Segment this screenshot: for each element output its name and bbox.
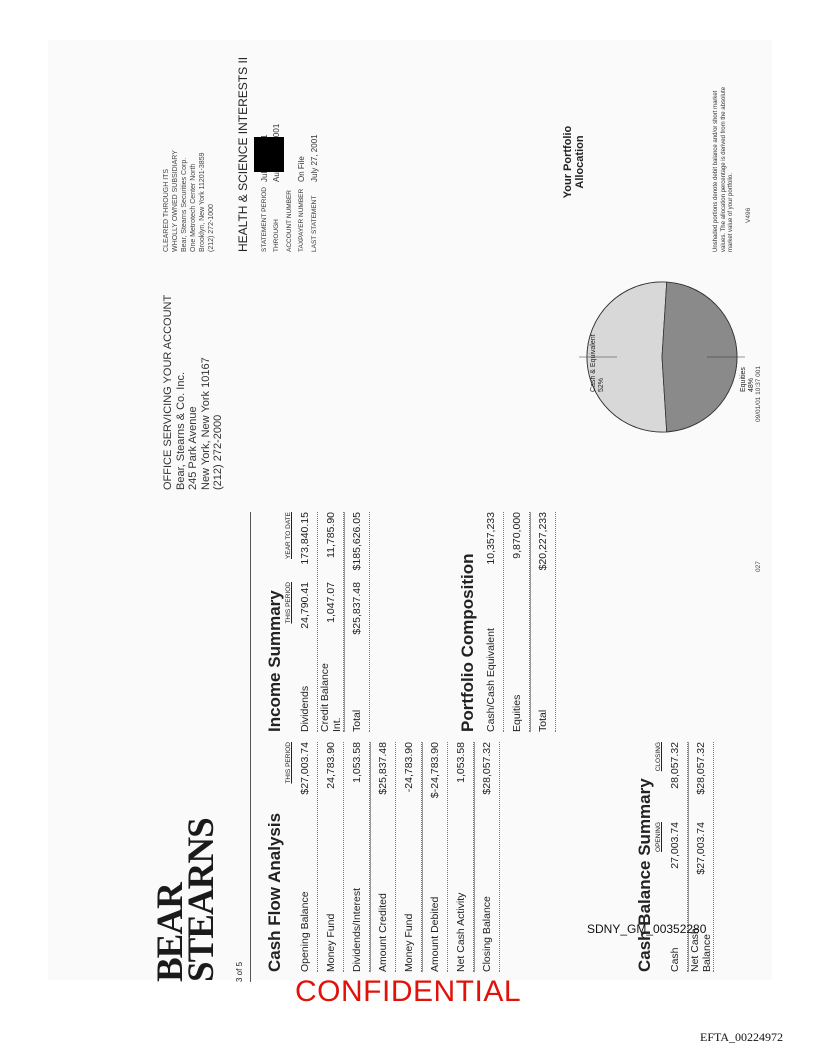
this-period-header: THIS PERIOD bbox=[285, 582, 292, 624]
office-address: OFFICE SERVICING YOUR ACCOUNT Bear, Stearns & Co. Inc. 245 Park Avenue New York, New York 10167 (212) 272-2000 bbox=[162, 294, 224, 490]
table-row: Credit Balance Int. 1,047.07 11,785.90 bbox=[318, 512, 343, 732]
table-row: Cash/Cash Equivalent 10,357,233 bbox=[478, 512, 504, 732]
bear-stearns-logo: BEAR STEARNS bbox=[150, 818, 222, 982]
table-row: Cash 27,003.74 28,057.32 bbox=[662, 742, 688, 972]
table-row: Dividends/Interest 1,053.58 bbox=[344, 742, 370, 972]
table-row: Total $20,227,233 bbox=[530, 512, 556, 732]
pie-label-equities: Equities 48% bbox=[740, 367, 755, 392]
portfolio-composition bbox=[458, 512, 556, 732]
table-row: Money Fund -24,783.90 bbox=[396, 742, 422, 972]
income-title: Income Summary bbox=[265, 590, 284, 732]
statement-meta: STATEMENT PERIOD THROUGH ACCOUNT NUMBER TAXPAYER NUMBER On File LAST STATEMENT July 27, 2001 bbox=[260, 134, 319, 252]
footer-left: 027 bbox=[755, 561, 762, 572]
cash-flow-analysis bbox=[265, 742, 500, 972]
table-row: Amount Debited $-24,783.90 bbox=[422, 742, 448, 972]
cash-flow-title: Cash Flow Analysis bbox=[265, 812, 284, 972]
confidential-stamp: CONFIDENTIAL bbox=[295, 975, 522, 1008]
closing-header: CLOSING bbox=[655, 742, 662, 772]
table-row: Net Cash Activity 1,053.58 bbox=[448, 742, 474, 972]
opening-header: OPENING bbox=[655, 822, 662, 852]
table-row: Dividends 24,790.41 173,840.15 bbox=[292, 512, 318, 732]
table-row: Money Fund 24,783.90 bbox=[318, 742, 344, 972]
income-summary bbox=[265, 512, 370, 732]
account-name: HEALTH & SCIENCE INTERESTS II bbox=[236, 56, 250, 252]
statement-page bbox=[120, 54, 808, 982]
divider bbox=[250, 512, 251, 982]
table-row: Total $25,837.48 $185,626.05 bbox=[344, 512, 370, 732]
page-number: 3 of 5 bbox=[235, 961, 244, 982]
allocation-title: Your Portfolio Allocation bbox=[562, 125, 586, 199]
efta-number: EFTA_00224972 bbox=[700, 1030, 784, 1044]
bates-number: SDNY_GM_00352280 bbox=[587, 922, 707, 936]
table-row: Net Cash Balance $27,003.74 $28,057.32 bbox=[689, 742, 713, 972]
clearing-info: CLEARED THROUGH ITS WHOLLY OWNED SUBSIDIARY Bear, Stearns Securities Corp. One Metrotech Center North Brooklyn, New York 11201-3859 (212) 272-1000 bbox=[163, 150, 215, 252]
cash-balance-title: Cash Balance Summary bbox=[635, 778, 654, 972]
this-period-header: THIS PERIOD bbox=[285, 742, 292, 784]
table-row: Closing Balance $28,057.32 bbox=[474, 742, 500, 972]
table-row: Equities 9,870,000 bbox=[504, 512, 530, 732]
table-row: Opening Balance $27,003.74 bbox=[292, 742, 318, 972]
footer-right: 09/01/01 10:37 001 bbox=[755, 365, 762, 422]
portfolio-title: Portfolio Composition bbox=[458, 553, 477, 732]
table-row: Amount Credited $25,837.48 bbox=[370, 742, 396, 972]
cash-balance-summary bbox=[635, 742, 714, 972]
allocation-note: Unshaded portions denote debit balance and/or short market values. The allocation percentage is derived from the absolute market value of your portfolio. bbox=[713, 87, 734, 252]
redaction-box bbox=[254, 137, 284, 172]
year-to-date-header: YEAR TO DATE bbox=[285, 512, 292, 559]
pie-label-cash: Cash & Equivalent 52% bbox=[590, 334, 605, 392]
form-code: V496 bbox=[745, 207, 752, 223]
